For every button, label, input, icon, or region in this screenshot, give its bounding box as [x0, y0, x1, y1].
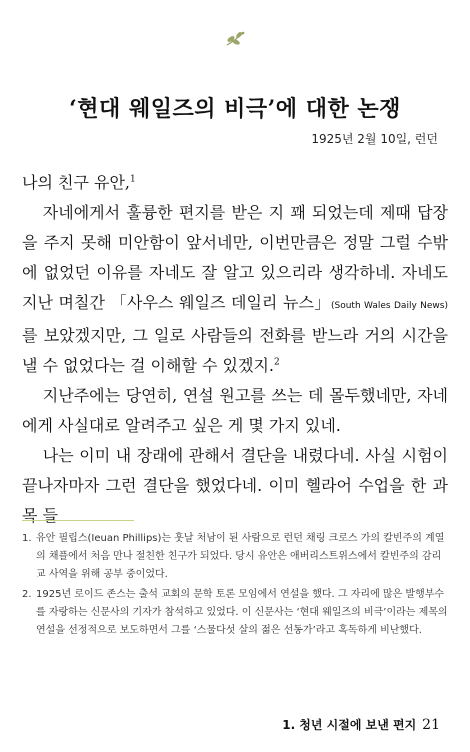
newspaper-english-name: (South Wales Daily News)	[330, 301, 448, 311]
footnote-2	[22, 586, 448, 640]
footnote-number: 1.	[22, 533, 32, 544]
salutation-text: 나의 친구 유안,	[22, 173, 130, 192]
paragraph-1-text-a: 자네에게서 훌륭한 편지를 받은 지 꽤 되었는데 제때 답장을 주지 못해 미안함이 앞서네만, 이번만큼은 정말 그럴 수밖에 없었던 이유를 자네도 잘 알고 있으리라 생각하네. 자네도 지난 며칠간 「사우스 웨일즈 데일리 뉴스」	[22, 203, 448, 312]
salutation	[22, 168, 448, 198]
section-title: 1. 청년 시절에 보낸 편지	[282, 718, 417, 732]
running-footer	[282, 716, 440, 733]
footnote-text: 1925년 로이드 존스는 출석 교회의 문학 토론 모임에서 연설을 했다. 그 자리에 많은 발행부수를 자랑하는 신문사의 기자가 참석하고 있었다. 이 신문사는 ‘현대 웨일즈의 비극’이라는 제목의 연설을 선정적으로 보도하면서 그를 ‘스물다섯 살의 젊은 선동가’라고 혹독하게 비난했다.	[36, 589, 448, 636]
paragraph-3: 나는 이미 내 장래에 관해서 결단을 내렸다네. 사실 시험이 끝나자마자 그런 결단을 했었다네. 이미 헬라어 수업을 한 과목 들	[22, 446, 448, 525]
paragraph-1	[22, 198, 448, 381]
letter-dateline: 1925년 2월 10일, 런던	[311, 132, 438, 146]
footnote-number: 2.	[22, 589, 32, 600]
paragraph-2: 지난주에는 당연히, 연설 원고를 쓰는 데 몰두했네만, 자네에게 사실대로 알려주고 싶은 게 몇 가지 있네.	[22, 386, 448, 435]
footnote-ref-1[interactable]: 1	[130, 174, 136, 185]
leaf-sprig-icon	[224, 30, 246, 48]
page-number: 21	[422, 717, 440, 733]
footnote-ref-2[interactable]: 2	[274, 357, 280, 368]
chapter-title: ‘현대 웨일즈의 비극’에 대한 논쟁	[69, 96, 401, 122]
footnote-text: 유안 필립스(Ieuan Phillips)는 훗날 처남이 된 사람으로 런던 채링 크로스 가의 칼빈주의 계열의 채플에서 처음 만나 절친한 친구가 되었다. 당시 유안은 애버리스트위스에서 칼빈주의 감리교 사역을 위해 공부 중이었다.	[36, 533, 445, 580]
letter-body	[22, 168, 448, 531]
footnote-divider	[22, 520, 134, 521]
footnote-1	[22, 530, 448, 584]
paragraph-1-text-b: 를 보았겠지만, 그 일로 사람들의 전화를 받느라 거의 시간을 낼 수 없었다는 걸 이해할 수 있겠지.	[22, 326, 448, 375]
footnotes	[22, 530, 448, 642]
